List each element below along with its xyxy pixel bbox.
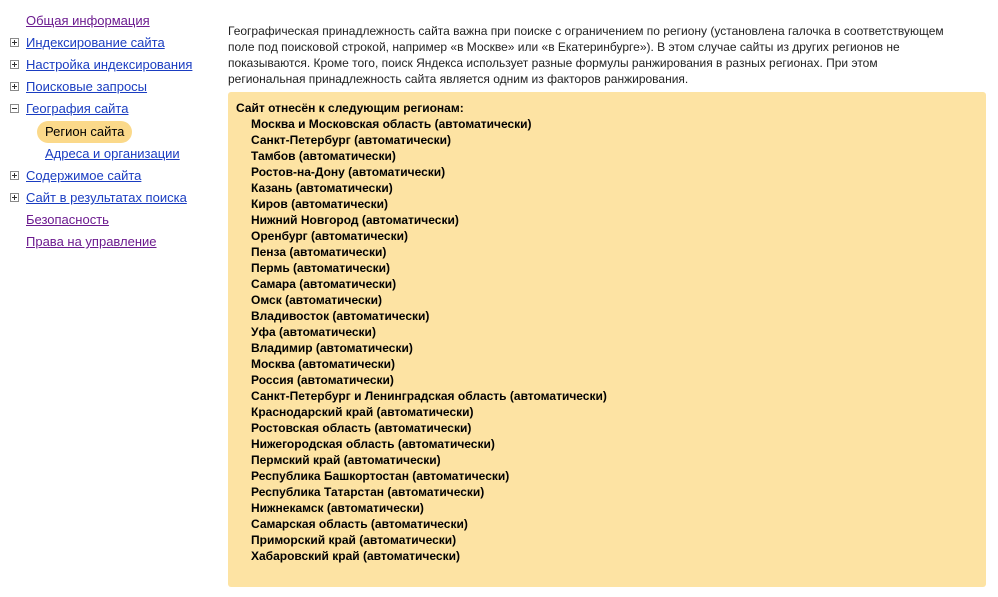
region-item: Республика Башкортостан (автоматически) (251, 469, 510, 483)
sidebar-item-search-results (26, 188, 187, 208)
region-item: Нижний Новгород (автоматически) (251, 213, 459, 227)
sidebar-link-security[interactable]: Безопасность (26, 212, 109, 227)
region-item: Пермь (автоматически) (251, 261, 391, 275)
region-item: Уфа (автоматически) (251, 325, 376, 339)
sidebar-link-access-rights[interactable]: Права на управление (26, 234, 157, 249)
sidebar-link-addresses[interactable]: Адреса и организации (45, 146, 180, 161)
region-item: Нижегородская область (автоматически) (251, 437, 495, 451)
sidebar-item-security (26, 210, 109, 230)
sidebar-item-general-info (26, 11, 150, 31)
sidebar-link-search-queries[interactable]: Поисковые запросы (26, 79, 148, 94)
sidebar-item-indexing-settings (26, 55, 192, 75)
sidebar-item-site-indexing (26, 33, 165, 53)
region-item: Владимир (автоматически) (251, 341, 413, 355)
sidebar-item-site-region-active[interactable]: Регион сайта (37, 121, 132, 143)
sidebar-link-site-geography[interactable]: География сайта (26, 101, 129, 116)
region-item: Ростовская область (автоматически) (251, 421, 472, 435)
region-item: Нижнекамск (автоматически) (251, 501, 424, 515)
collapse-minus-icon[interactable] (10, 104, 19, 113)
region-item: Казань (автоматически) (251, 181, 393, 195)
region-item: Приморский край (автоматически) (251, 533, 457, 547)
sidebar-item-addresses (45, 144, 180, 164)
region-item: Москва и Московская область (автоматически) (251, 117, 532, 131)
region-item: Тамбов (автоматически) (251, 149, 396, 163)
sidebar-link-search-results[interactable]: Сайт в результатах поиска (26, 190, 187, 205)
region-item: Хабаровский край (автоматически) (251, 549, 460, 563)
sidebar-link-general-info[interactable]: Общая информация (26, 13, 150, 28)
region-item: Москва (автоматически) (251, 357, 396, 371)
sidebar-link-site-indexing[interactable]: Индексирование сайта (26, 35, 165, 50)
sidebar-item-site-geography (26, 99, 128, 119)
regions-list (251, 116, 607, 564)
region-item: Санкт-Петербург (автоматически) (251, 133, 452, 147)
sidebar-item-access-rights (26, 232, 157, 252)
expand-plus-icon[interactable] (10, 171, 19, 180)
region-item: Омск (автоматически) (251, 293, 383, 307)
region-item: Пермский край (автоматически) (251, 453, 441, 467)
expand-plus-icon[interactable] (10, 60, 19, 69)
sidebar-item-search-queries (26, 77, 147, 97)
region-item: Россия (автоматически) (251, 373, 394, 387)
expand-plus-icon[interactable] (10, 82, 19, 91)
region-item: Владивосток (автоматически) (251, 309, 430, 323)
geography-intro-text: Географическая принадлежность сайта важна при поиске с ограничением по региону (установлена галочка в соответствующем поле под поисковой строкой, например «в Москве» или «в Екатеринбурге»). В этом случае сайты из других регионов не показываются. Кроме того, поиск Яндекса использует разные формулы ранжирования в разных регионах. При этом региональная принадлежность сайта является одним из факторов ранжирования. (228, 24, 944, 86)
regions-heading: Сайт отнесён к следующим регионам: (236, 101, 464, 115)
region-item: Ростов-на-Дону (автоматически) (251, 165, 446, 179)
region-item: Киров (автоматически) (251, 197, 389, 211)
region-item: Республика Татарстан (автоматически) (251, 485, 485, 499)
sidebar-item-site-content (26, 166, 141, 186)
region-item: Краснодарский край (автоматически) (251, 405, 474, 419)
region-item: Пенза (автоматически) (251, 245, 387, 259)
expand-plus-icon[interactable] (10, 193, 19, 202)
region-item: Оренбург (автоматически) (251, 229, 408, 243)
regions-panel (228, 92, 986, 587)
region-item: Санкт-Петербург и Ленинградская область (автоматически) (251, 389, 607, 403)
sidebar-link-indexing-settings[interactable]: Настройка индексирования (26, 57, 193, 72)
sidebar-link-site-content[interactable]: Содержимое сайта (26, 168, 142, 183)
region-item: Самара (автоматически) (251, 277, 397, 291)
expand-plus-icon[interactable] (10, 38, 19, 47)
region-item: Самарская область (автоматически) (251, 517, 468, 531)
